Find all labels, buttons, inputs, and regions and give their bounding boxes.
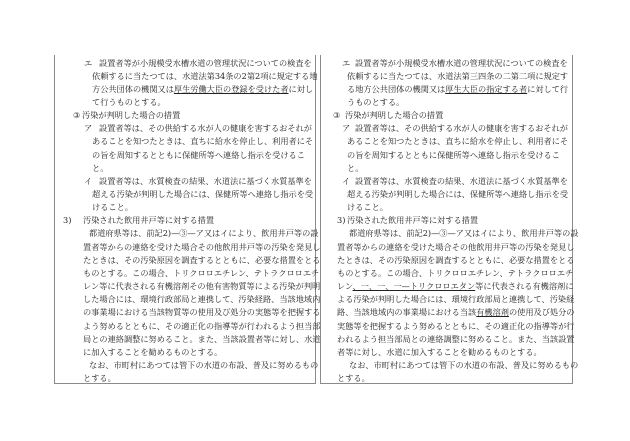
line-text: 路、当該地域内の事業場における当該	[337, 307, 477, 318]
text-line	[355, 175, 568, 188]
text-line	[347, 188, 568, 201]
text-line	[347, 214, 478, 227]
text-line	[83, 372, 116, 385]
line-text: 方公共団体の機関又は	[92, 83, 174, 94]
text-line	[347, 70, 568, 83]
item-marker: ア	[84, 123, 93, 134]
line-text: 都道府県等は、前記2)—③—ア又はイにより、飲用井戸等の設	[349, 228, 579, 239]
line-text: 汚染された飲用井戸等に対する措置	[347, 215, 479, 226]
text-line	[83, 267, 319, 280]
text-line	[92, 70, 318, 83]
text-line	[337, 346, 542, 359]
text-line	[92, 201, 133, 214]
text-line	[347, 162, 363, 175]
text-line	[83, 333, 320, 346]
text-line	[347, 96, 404, 109]
item-marker: ア	[342, 123, 351, 134]
text-line	[347, 149, 560, 162]
text-line	[337, 280, 573, 293]
line-text: 設置者等が小規模受水槽水道の管理状況についての検査を	[99, 57, 312, 68]
text-line	[92, 96, 166, 109]
text-line	[89, 227, 318, 240]
line-text: 置者等からの連絡を受けた場合その他飲用井戸等の汚染を発見し	[337, 241, 575, 252]
line-text: 等に代表される有機溶剤に	[475, 281, 574, 292]
text-line	[355, 57, 568, 70]
line-text: 設置者等は、その供給する水が人の健康を害するおそれが	[99, 123, 312, 134]
item-marker: イ	[342, 175, 351, 186]
line-text: に対し	[288, 83, 314, 94]
line-text: なお、市町村にあつては管下の水道の布設、普及に努めるもの	[89, 359, 319, 370]
line-text: レン等に代表される有機溶剤その他有害物質等による汚染が判明	[83, 281, 321, 292]
line-text: ものとする。この場合、トリクロロエチレン、テトラクロロエチ	[83, 267, 320, 278]
line-text: われるよう担当部局との連絡調整に努めること。また、当該設置	[337, 333, 575, 344]
text-line	[92, 83, 313, 96]
item-marker: 3)	[337, 215, 346, 226]
text-line	[337, 306, 574, 319]
line-text: て行うものとする。	[92, 96, 166, 107]
underlined-amendment: 厚生労働大臣の登録を受けた者	[173, 83, 289, 94]
item-marker: エ	[342, 57, 351, 68]
text-line	[82, 109, 180, 122]
line-text: ものとする。この場合、トリクロロエチレン、テトラクロロエチ	[337, 267, 574, 278]
line-text: 設置者等は、水質検査の結果、水道法に基づく水質基準を	[355, 175, 568, 186]
line-text: の旨を周知するとともに保健所等へ連絡し指示を受けるこ	[347, 149, 560, 160]
underlined-amendment: 、一、一、一—トリクロロエタン	[352, 281, 476, 292]
line-text: 汚染が判明した場合の措置	[345, 110, 444, 121]
text-line	[355, 122, 568, 135]
underlined-amendment: 厚生大臣の指定する者	[445, 83, 528, 94]
text-line	[99, 122, 312, 135]
line-text: とする。	[337, 373, 370, 384]
line-text: よう努めるとともに、その適正化の指導等が行われるよう担当部	[83, 320, 321, 331]
text-line	[92, 188, 313, 201]
line-text: 超える汚染が判明した場合には、保健所等へ連絡し指示を受	[92, 189, 314, 199]
item-marker: 3)	[63, 215, 72, 226]
line-text: 置者等からの連絡を受けた場合その他飲用井戸等の汚染を発見し	[83, 241, 321, 252]
underlined-amendment: 有機溶剤	[476, 307, 509, 318]
line-text: の事業場における当該物質等の使用及び処分の実態等を把握する	[83, 307, 321, 318]
text-line	[92, 162, 108, 175]
text-line	[83, 306, 320, 319]
item-marker: イ	[84, 175, 93, 186]
line-text: 都道府県等は、前記2)—③—ア又はイにより、飲用井戸等の設	[89, 228, 319, 239]
line-text: レン	[337, 281, 353, 292]
line-text: けること。	[92, 202, 133, 213]
text-line	[349, 227, 578, 240]
item-marker: ③	[73, 110, 81, 121]
text-line	[337, 241, 574, 254]
text-line	[99, 57, 312, 70]
line-text: なお、市町村にあつては管下の水道の布設、普及に努めるもの	[349, 359, 579, 370]
line-text: に対して行	[527, 83, 569, 94]
line-text: 設置者等は、その供給する水が人の健康を害するおそれが	[355, 123, 568, 134]
text-line	[347, 201, 388, 214]
line-text: 汚染が判明した場合の措置	[82, 110, 181, 121]
line-text: 局との連絡調整に努めること。また、当該設置者等に対し、水道	[83, 333, 321, 344]
line-text: 設置者等は、水質検査の結果、水道法に基づく水質基準を	[99, 175, 312, 186]
item-marker: ③	[333, 110, 341, 121]
line-text: とする。	[83, 373, 116, 384]
line-text: あることを知つたときは、直ちに給水を停止し、利用者にそ	[92, 136, 314, 147]
text-line	[83, 346, 222, 359]
line-text: る地方公共団体の機関又は	[347, 83, 446, 94]
line-text: たときは、その汚染原因を調査するとともに、必要な措置をとる	[83, 254, 321, 265]
text-line	[337, 333, 574, 346]
line-text: よる汚染が判明した場合には、環境行政部局と連携して、汚染経	[337, 294, 575, 305]
text-line	[83, 254, 320, 267]
item-marker: エ	[84, 57, 93, 68]
text-line	[337, 293, 574, 306]
line-text: 超える汚染が判明した場合には、保健所等へ連絡し指示を受	[347, 189, 569, 199]
text-line	[349, 359, 578, 372]
text-line	[83, 214, 214, 227]
text-line	[347, 83, 568, 96]
text-line	[99, 175, 312, 188]
line-text: 汚染された飲用井戸等に対する措置	[83, 215, 215, 226]
line-text: 者等に対し、水道に加入することを勧めるものとする。	[337, 346, 542, 357]
line-text: 依頼するに当たつては、水道法第34条の2第2項に規定する地	[92, 70, 318, 81]
text-line	[337, 372, 370, 385]
line-text: の使用及び処分の	[508, 307, 575, 318]
text-line	[347, 135, 568, 148]
line-text: と。	[92, 162, 109, 173]
line-text: たときは、その汚染原因を調査するとともに、必要な措置をとる	[337, 254, 575, 265]
line-text: に加入することを勧めるものとする。	[83, 346, 223, 357]
text-line	[92, 149, 305, 162]
text-line	[83, 241, 320, 254]
text-line	[345, 109, 443, 122]
text-line	[92, 135, 313, 148]
text-line	[89, 359, 318, 372]
line-text: と。	[347, 162, 364, 173]
text-line	[83, 280, 320, 293]
line-text: した場合には、環境行政部局と連携して、汚染経路、当該地域内	[83, 294, 321, 305]
text-line	[337, 254, 574, 267]
line-text: けること。	[347, 202, 388, 213]
text-line	[337, 267, 573, 280]
line-text: 実態等を把握するよう努めるとともに、その適正化の指導等が行	[337, 320, 575, 331]
line-text: うものとする。	[347, 96, 405, 107]
line-text: 依頼するに当たつては、水道法第三四条の二第二項に規定す	[347, 70, 569, 81]
text-line	[337, 320, 574, 333]
text-line	[83, 320, 320, 333]
text-line	[83, 293, 320, 306]
line-text: 設置者等が小規模受水槽水道の管理状況についての検査を	[355, 57, 568, 68]
line-text: あることを知つたときは、直ちに給水を停止し、利用者にそ	[347, 136, 569, 147]
line-text: の旨を周知するとともに保健所等へ連絡し指示を受けるこ	[92, 149, 305, 160]
